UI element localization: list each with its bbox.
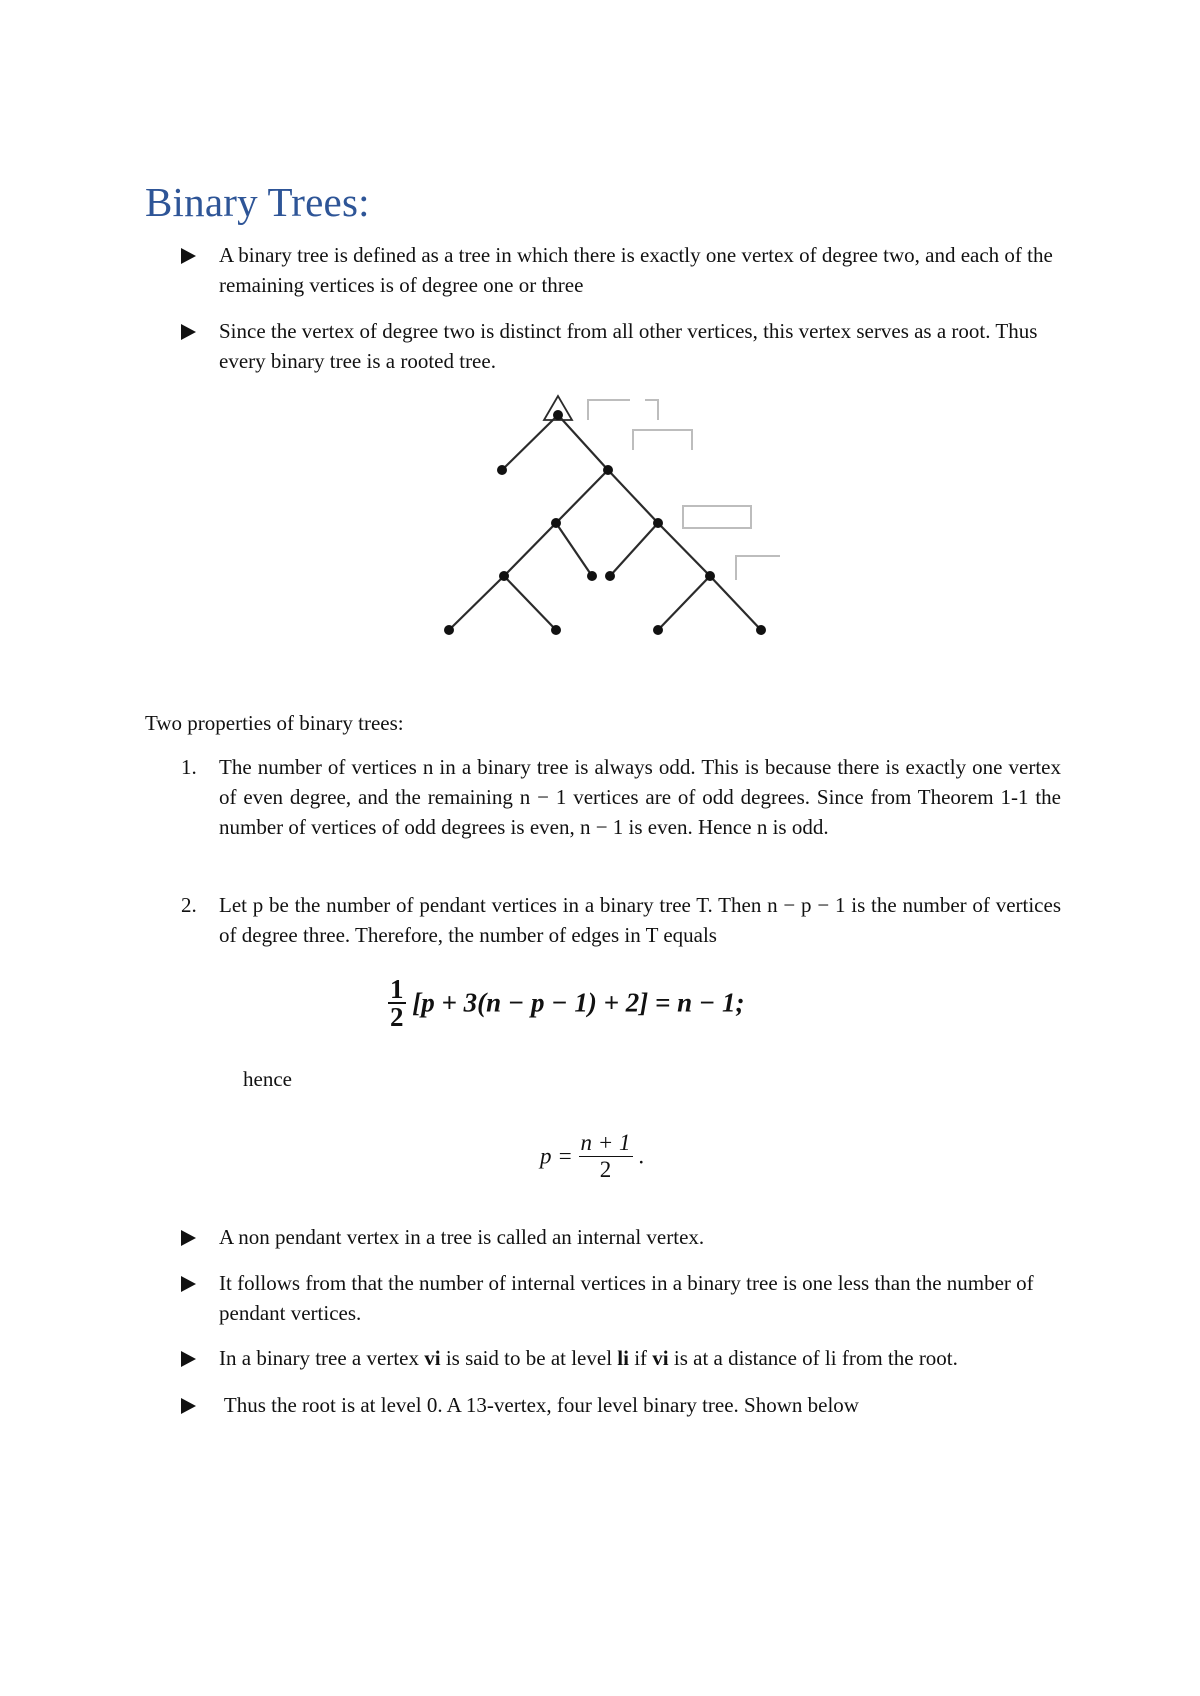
bullet-item <box>181 1222 1061 1252</box>
bullet-item <box>181 1343 1061 1373</box>
triangle-bullet-icon <box>181 1351 196 1367</box>
triangle-bullet-icon <box>181 324 196 340</box>
triangle-bullet-icon <box>181 1230 196 1246</box>
page-title: Binary Trees: <box>145 179 370 225</box>
triangle-bullet-icon <box>181 1398 196 1414</box>
fraction-numerator: 1 <box>390 974 404 1004</box>
equation-fraction <box>579 1130 633 1183</box>
binary-tree-figure <box>440 390 780 640</box>
bold-term: vi <box>424 1346 441 1370</box>
bullet-text: Thus the root is at level 0. A 13-vertex, four level binary tree. Shown below <box>219 1393 859 1417</box>
fraction-denominator: 2 <box>390 1002 404 1032</box>
equation-lhs: p = <box>540 1143 573 1169</box>
triangle-bullet-icon <box>181 248 196 264</box>
hence-label: hence <box>243 1067 292 1091</box>
bullet-text: A non pendant vertex in a tree is called an internal vertex. <box>219 1225 705 1249</box>
properties-heading: Two properties of binary trees: <box>145 711 404 735</box>
bullet-text: Since the vertex of degree two is distinct from all other vertices, this vertex serves as a root. Thus every binary tree is a rooted tree. <box>219 319 1038 373</box>
bullet-text: It follows from that the number of internal vertices in a binary tree is one less than the number of pendant vertices. <box>219 1271 1034 1325</box>
equation-pendant <box>540 1130 644 1183</box>
bullet-item <box>181 240 1061 300</box>
bold-term: li <box>617 1346 629 1370</box>
item-text: The number of vertices n in a binary tree is always odd. This is because there is exactly one vertex of even degree, and the remaining n − 1 vertices are of odd degrees. Since from Theorem 1-1 the number of vertices of odd degrees is even, n − 1 is even. Hence n is odd. <box>219 755 1061 839</box>
equation-fraction <box>388 976 406 1030</box>
bullet-text <box>219 1343 1061 1373</box>
fraction-numerator: n + 1 <box>580 1130 631 1155</box>
bold-term: vi <box>652 1346 669 1370</box>
numbered-item <box>181 890 1061 950</box>
text-run: if <box>628 1346 653 1370</box>
text-run: is at a distance of li from the root. <box>668 1346 958 1370</box>
bullet-item <box>181 316 1061 376</box>
item-number: 1. <box>181 755 197 779</box>
text-run: In a binary tree a vertex <box>219 1346 425 1370</box>
item-number: 2. <box>181 893 197 917</box>
item-text: Let p be the number of pendant vertices in a binary tree T. Then n − p − 1 is the number of vertices of degree three. Therefore, the number of edges in T equals <box>219 893 1061 947</box>
text-run: is said to be at level <box>440 1346 618 1370</box>
equation-tail: . <box>638 1143 645 1169</box>
fraction-denominator: 2 <box>599 1157 612 1182</box>
equation-body: [p + 3(n − p − 1) + 2] = n − 1; <box>412 987 745 1018</box>
numbered-item <box>181 752 1061 872</box>
bullet-text: A binary tree is defined as a tree in which there is exactly one vertex of degree two, and each of the remaining vertices is of degree one or three <box>219 243 1053 297</box>
triangle-bullet-icon <box>181 1276 196 1292</box>
bullet-item <box>181 1268 1061 1328</box>
equation-edges <box>388 976 744 1030</box>
bullet-item <box>181 1390 1061 1420</box>
